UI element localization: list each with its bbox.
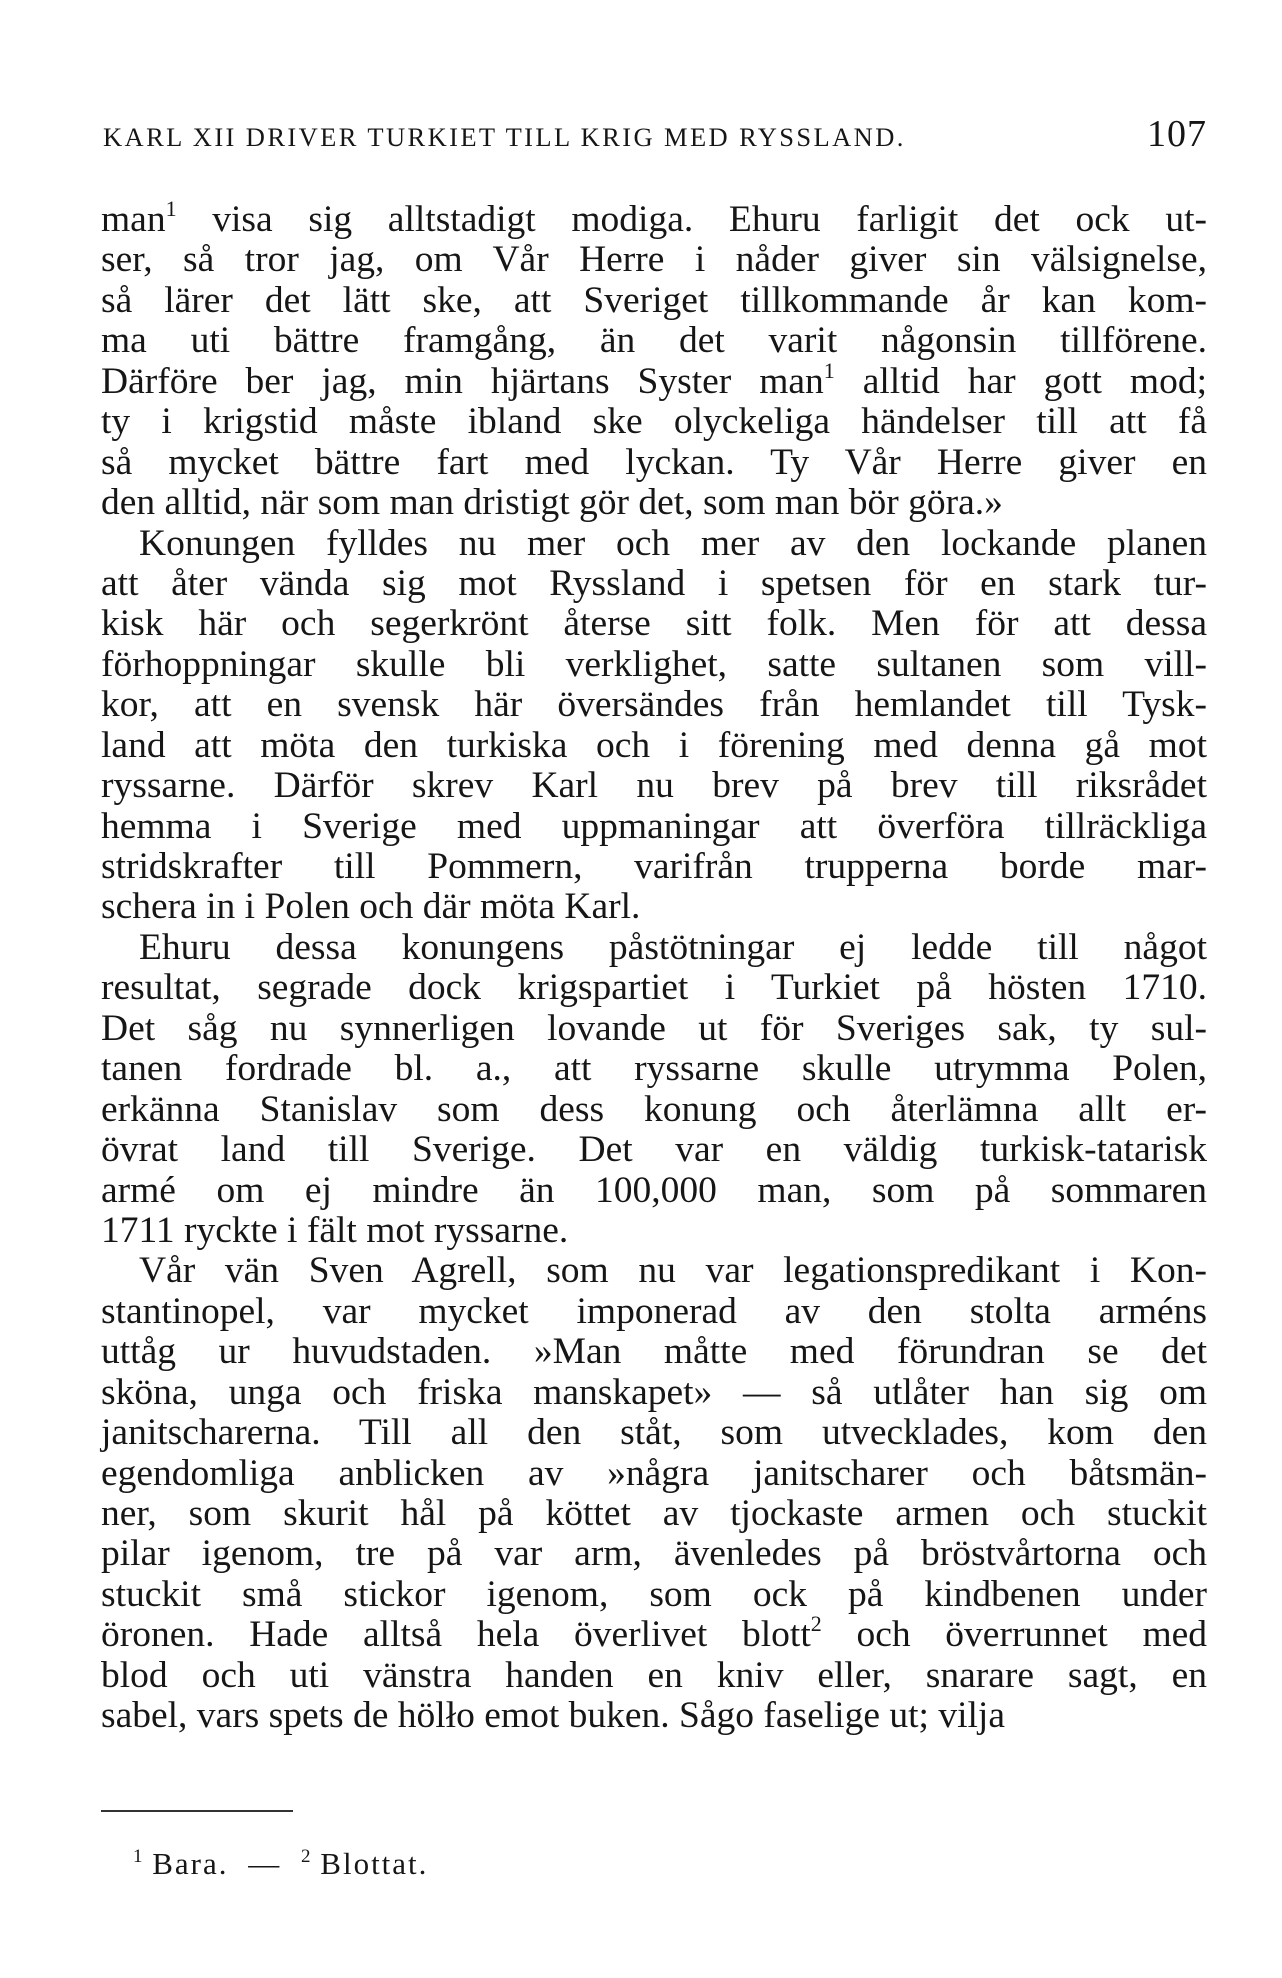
text-line: ty i krigstid måste ibland ske olyckeliga händelser till att få <box>101 401 1207 443</box>
text-line: den alltid, när som man dristigt gör det, som man bör göra.» <box>101 482 1003 524</box>
text-line: sabel, vars spets de hölło emot buken. Sågo faselige ut; vilja <box>101 1695 1005 1737</box>
text-line: förhoppningar skulle bli verklighet, satte sultanen som vill- <box>101 643 1207 685</box>
text-line: hemma i Sverige med uppmaningar att överföra tillräckliga <box>101 805 1207 847</box>
text-line: pilar igenom, tre på var arm, ävenledes på bröstvårtorna och <box>101 1533 1207 1575</box>
text-line: egendomliga anblicken av »några janitscharer och båtsmän- <box>101 1452 1207 1494</box>
footnote-marker-2: 2 <box>301 1846 311 1867</box>
footnote-text-1: Bara. <box>152 1846 229 1881</box>
text-line: stridskrafter till Pommern, varifrån trupperna borde mar- <box>101 846 1207 887</box>
text-line: ryssarne. Därför skrev Karl nu brev på brev till riksrådet <box>101 765 1207 807</box>
text-line: ma uti bättre framgång, än det varit någonsin tillförene. <box>101 320 1207 362</box>
text-line: land att möta den turkiska och i förening med denna gå mot <box>101 724 1207 766</box>
text-line: ser, så tror jag, om Vår Herre i nåder giver sin välsignelse, <box>101 239 1207 281</box>
text-line: uttåg ur huvudstaden. »Man måtte med förundran se det <box>101 1331 1207 1373</box>
text-line: ner, som skurit hål på köttet av tjockaste armen och stuckit <box>101 1493 1207 1534</box>
footnote-rule <box>101 1810 293 1812</box>
text-line: Därföre ber jag, min hjärtans Syster man$^1$ alltid har gott mod; <box>101 357 1207 402</box>
text-line: Vår vän Sven Agrell, som nu var legationspredikant i Kon- <box>139 1250 1207 1292</box>
text-line: 1711 ryckte i fält mot ryssarne. <box>101 1209 569 1251</box>
text-line: att åter vända sig mot Ryssland i spetsen för en stark tur- <box>101 562 1207 604</box>
text-line: blod och uti vänstra handen en kniv eller, snarare sagt, en <box>101 1654 1207 1696</box>
page-number: 107 <box>1147 113 1207 155</box>
footnote-reference: 2 <box>810 1611 822 1637</box>
text-line: janitscharerna. Till all den ståt, som utvecklades, kom den <box>101 1412 1207 1454</box>
text-line: Konungen fylldes nu mer och mer av den lockande planen <box>139 522 1207 564</box>
body-text <box>101 196 1208 1737</box>
text-line: sköna, unga och friska manskapet» — så utlåter han sig om <box>101 1371 1207 1413</box>
text-line: kisk här och segerkrönt återse sitt folk. Men för att dessa <box>101 603 1207 645</box>
text-line: armé om ej mindre än 100,000 man, som på sommaren <box>101 1169 1207 1211</box>
footnote-marker-1: 1 <box>133 1846 143 1867</box>
text-line: tanen fordrade bl. a., att ryssarne skulle utrymma Polen, <box>101 1048 1207 1090</box>
footnote-reference: 1 <box>165 196 177 221</box>
text-line: Ehuru dessa konungens påstötningar ej ledde till något <box>139 926 1207 968</box>
text-line: kor, att en svensk här översändes från hemlandet till Tysk- <box>101 684 1207 726</box>
text-line: Det såg nu synnerligen lovande ut för Sveriges sak, ty sul- <box>101 1007 1207 1049</box>
text-line: resultat, segrade dock krigspartiet i Turkiet på hösten 1710. <box>101 967 1207 1009</box>
text-line: stantinopel, var mycket imponerad av den stolta arméns <box>101 1290 1207 1332</box>
text-line: så mycket bättre fart med lyckan. Ty Vår Herre giver en <box>101 441 1207 483</box>
text-line: man$^1$ visa sig alltstadigt modiga. Ehuru farligit det ock ut- <box>101 196 1207 240</box>
footnote-reference: 1 <box>823 357 835 383</box>
footnote-text-2: Blottat. <box>320 1846 429 1881</box>
text-line: öronen. Hade alltså hela överlivet blott$^2$ och överrunnet med <box>101 1611 1208 1656</box>
text-line: erkänna Stanislav som dess konung och återlämna allt er- <box>101 1088 1207 1130</box>
footnote-separator: — <box>248 1846 282 1881</box>
page-header <box>103 112 1207 156</box>
text-line: schera in i Polen och där möta Karl. <box>101 886 641 928</box>
running-head: KARL XII DRIVER TURKIET TILL KRIG MED RYSSLAND. <box>103 122 906 152</box>
text-line: stuckit små stickor igenom, som ock på kindbenen under <box>101 1573 1207 1615</box>
text-line: så lärer det lätt ske, att Sveriget tillkommande år kan kom- <box>101 279 1207 321</box>
footnotes <box>133 1846 428 1882</box>
text-line: övrat land till Sverige. Det var en väldig turkisk-tatarisk <box>101 1129 1207 1171</box>
